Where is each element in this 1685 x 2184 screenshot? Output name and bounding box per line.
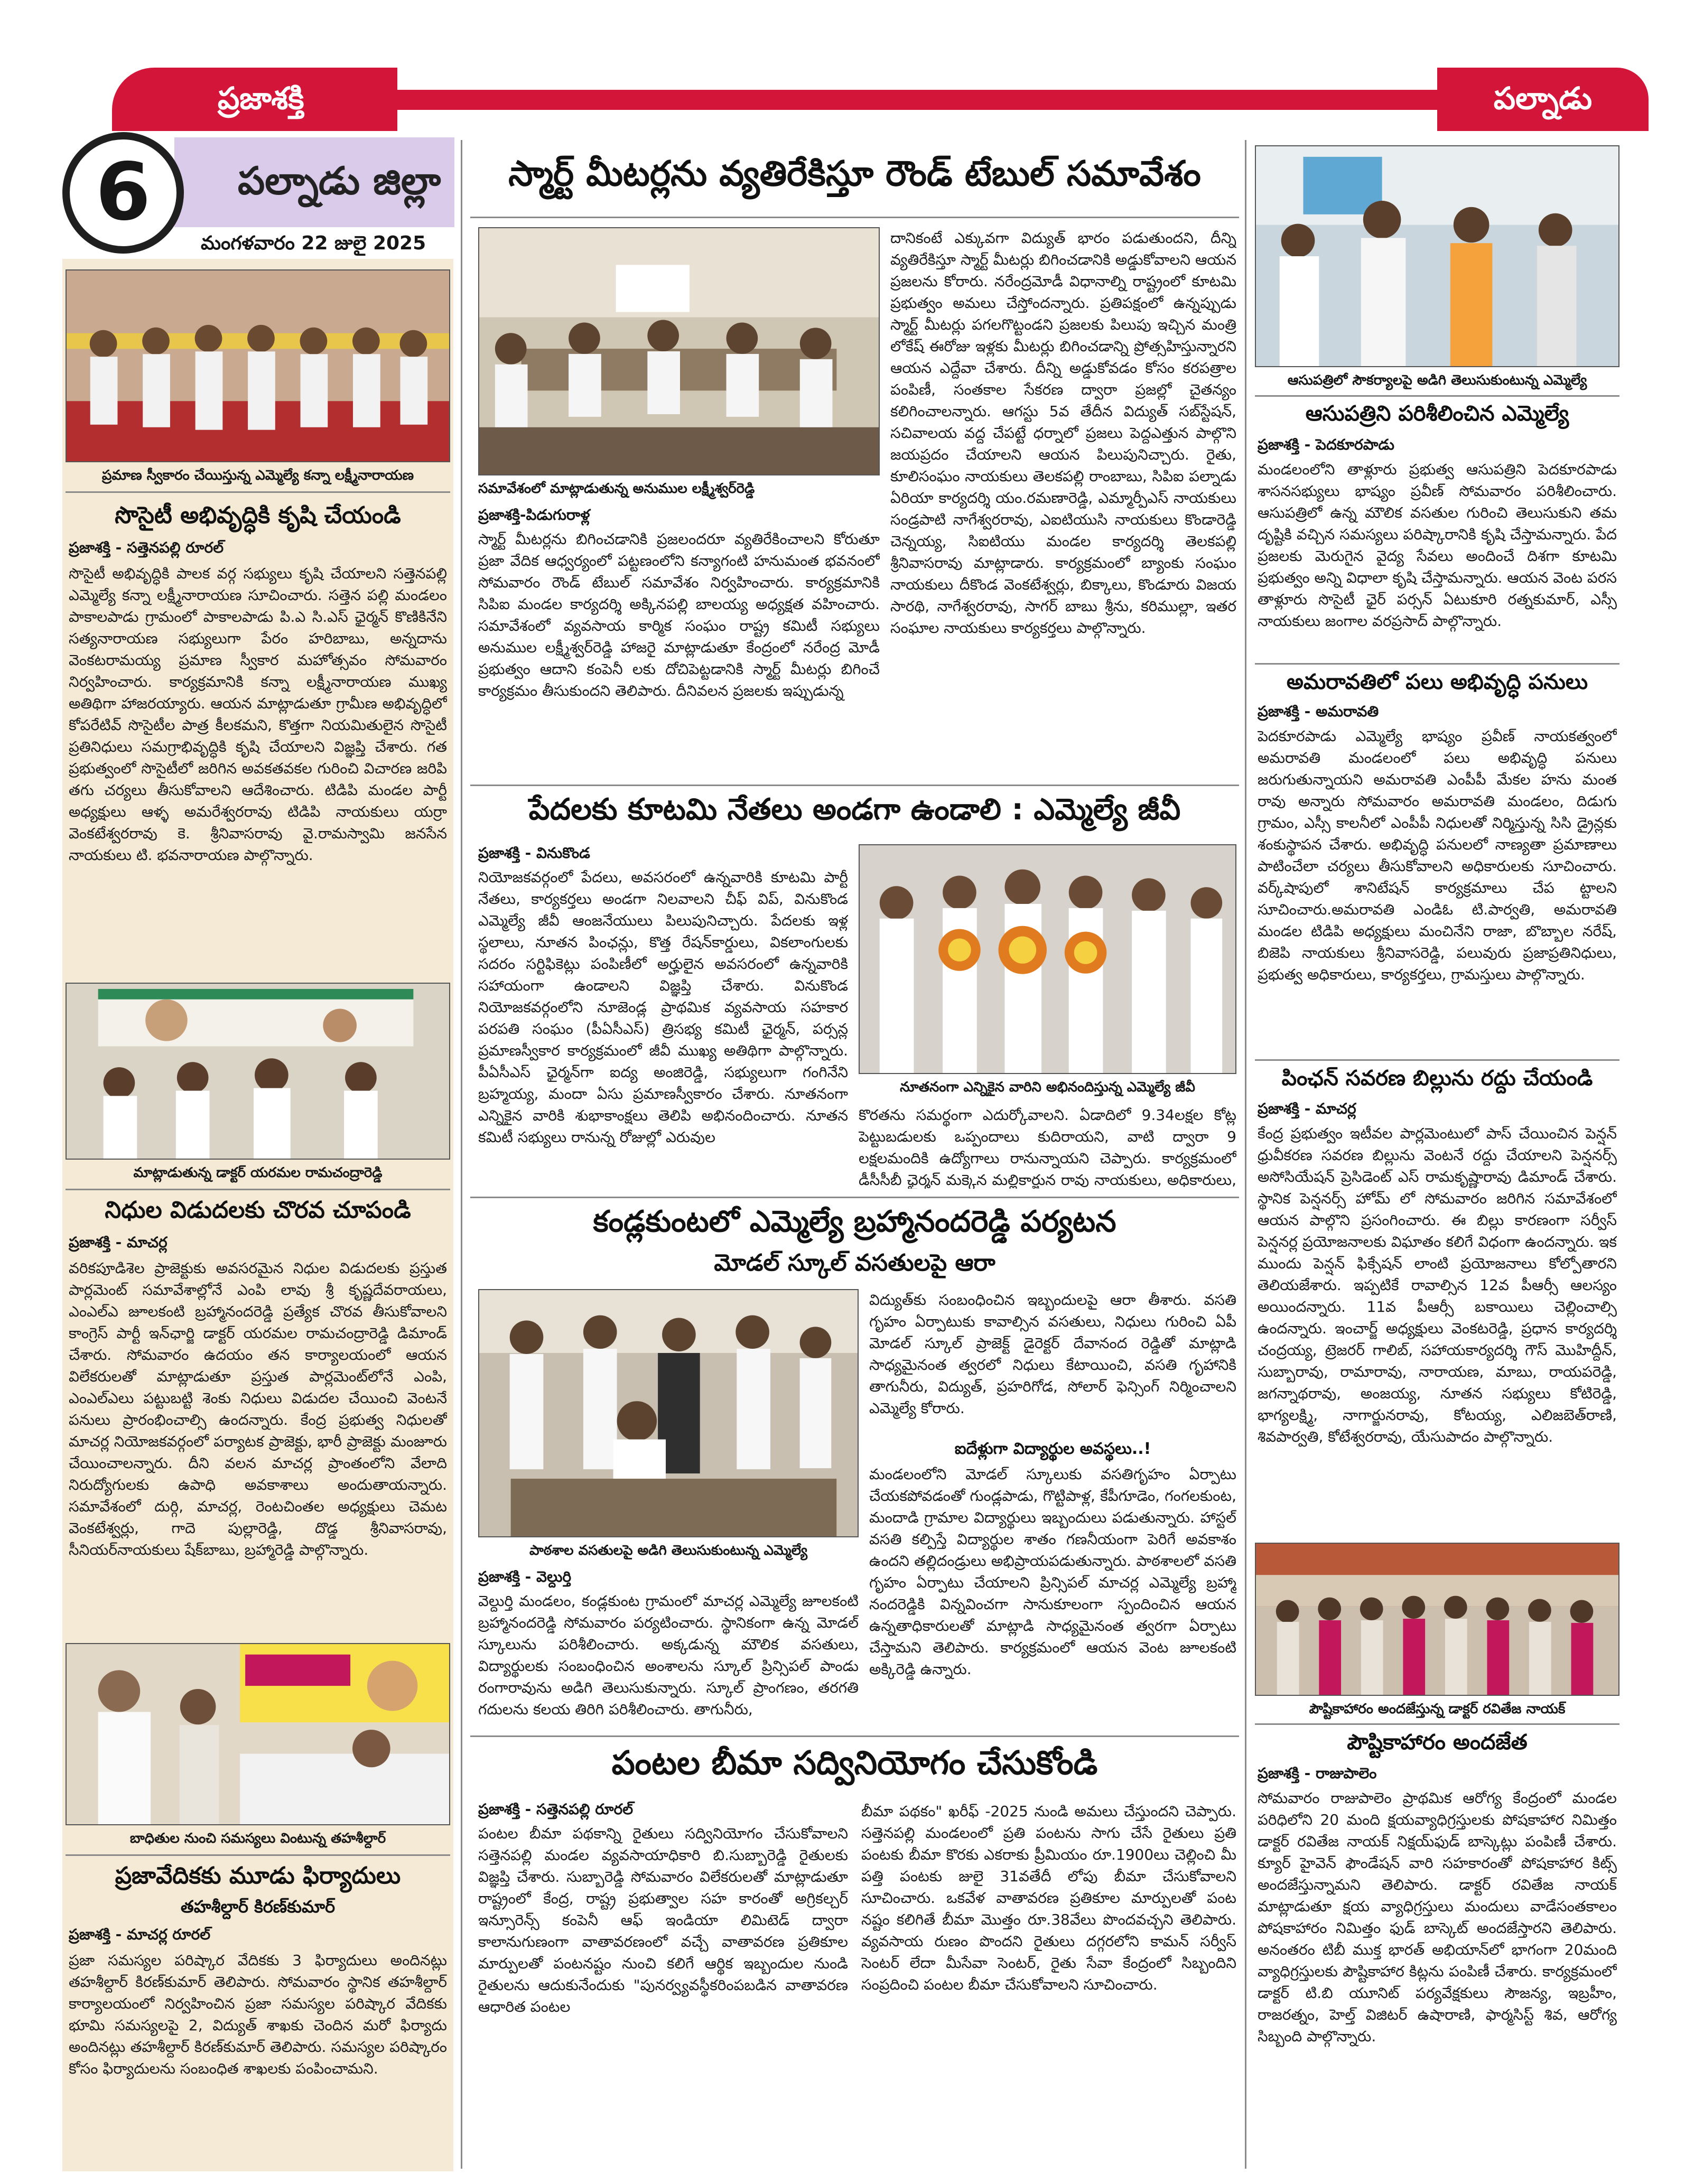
- headline: పౌష్టికాహారం అందజేత: [1347, 1730, 1528, 1754]
- headline: ఆసుపత్రిని పరిశీలించిన ఎమ్మెల్యే: [1305, 402, 1569, 426]
- headline: ప్రజావేదికకు మూడు ఫిర్యాదులు: [115, 1862, 401, 1889]
- inner-heading: ఐదేళ్లుగా విద్యార్థుల అవస్థలు..!: [954, 1440, 1151, 1458]
- photo-caption: పౌష్టికాహారం అందజేస్తున్న డాక్టర్ రవితేజ నాయక్: [1309, 1701, 1566, 1717]
- photo-hospital-visit: [1255, 145, 1619, 367]
- photo-felicitation: [859, 844, 1236, 1074]
- photo-caption: మాట్లాడుతున్న డాక్టర్ యరమల రామచంద్రారెడ్డి: [133, 1165, 383, 1181]
- headline: నిధుల విడుదలకు చొరవ చూపండి: [105, 1197, 411, 1224]
- photo-grievance: [66, 1643, 450, 1825]
- divider: [66, 1854, 450, 1856]
- headline: పేదలకు కూటమి నేతలు అండగా ఉండాలి : ఎమ్మెల్యే జీవీ: [528, 792, 1181, 827]
- article-body: వెల్దుర్తి మండలం, కండ్లకుంట గ్రామంలో మాచర్ల ఎమ్మెల్యే జూలకంటి బ్రహ్మానందరెడ్డి సోమవారం పర్యటించారు. స్థానికంగా ఉన్న మోడల్ స్కూలును పరిశీలించారు. అక్కడున్న మౌలిక వసతులు, విద్యార్థులకు సంబంధించిన అంశాలను స్కూల్ ప్రిన్సిపల్ పాండు రంగారావును అడిగి తెలుసుకున్నారు. స్కూల్ ప్రాంగణం, తరగతి గదులను కలయ తిరిగి పరిశీలించారు. తాగునీరు,: [478, 1592, 859, 1718]
- divider: [470, 1197, 1239, 1198]
- photo-school-visit: [478, 1289, 859, 1537]
- divider: [66, 1189, 450, 1190]
- article-body: బీమా పథకం" ఖరీఫ్ -2025 నుండి అమలు చేస్తుందని చెప్పారు. సత్తెనపల్లి మండలంలో ప్రతి పంటను సాగు చేసే రైతులు ప్రతి పంటకు బీమా కొరకు ఎకరాకు ప్రీమియం రూ.1900లు చెల్లించి మీ పత్తి పంటకు జులై 31వతేదీ లోపు బీమా చేసుకోవాలని సూచించారు. ఒకవేళ వాతావరణ ప్రతికూల మార్పులతో పంట నష్టం కలిగితే బీమా మొత్తం రూ.38వేలు పొందవచ్చని తెలిపారు. వ్యవసాయ రుణం పొందని రైతులు దగ్గరలోని కామన్ సర్వీస్ సెంటర్ లేదా మీసేవా సెంటర్, రైతు సేవా కేంద్రంలో సిబ్బందిని సంప్రదించి పంటల బీమా చేసుకోవాలని సూచించారు.: [861, 1803, 1236, 1993]
- page-number: 6: [62, 132, 184, 254]
- headline: పంటల బీమా సద్వినియోగం చేసుకోండి: [611, 1743, 1098, 1782]
- photo-round-table: [478, 227, 880, 475]
- article-body: వరికపూడిశెల ప్రాజెక్టుకు అవసరమైన నిధుల విడుదలకు ప్రస్తుత పార్లమెంట్ సమావేశాల్లోనే ఎంపి లావు శ్రీ కృష్ణదేవరాయలు, ఎంఎల్ఎ జూలకంటి బ్రహ్మానందరెడ్డి ప్రత్యేక చొరవ తీసుకోవాలని కాంగ్రెస్ పార్టీ ఇన్‌ఛార్జి డాక్టర్ యరమల రామచంద్రారెడ్డి డిమాండ్ చేశారు. సోమవారం ఉదయం తన కార్యాలయంలో ఆయన విలేకరులతో మాట్లాడుతూ ప్రస్తుత పార్లమెంట్‌లోనే ఎంపి, ఎంఎల్ఎలు పట్టుబట్టి శెంకు నిధులు విడుదల చేయించి వెంటనే పనులు ప్రారంభించాల్సి ఉందన్నారు. కేంద్ర ప్రభుత్వ నిధులతో మాచర్ల నియోజకవర్గంలో పర్యాటక ప్రాజెక్టు, భారీ ప్రాజెక్టు మంజూరు చేయించాలన్నారు. దీని వలన మాచర్ల ప్రాంతంలోని వేలాది నిరుద్యోగులకు ఉపాధి అవకాశాలు అందుతాయన్నారు. సమావేశంలో దుర్గి, మాచర్ల, రెంటచింతల అధ్యక్షులు చెమట వెంకటేశ్వర్లు, గాదె పుల్లారెడ్డి, దొడ్డ శ్రీనివాసరావు, సీనియర్‌నాయకులు షేక్‌బాబు, బ్రహ్మారెడ్డి పాల్గొన్నారు.: [69, 1259, 447, 1558]
- byline: ప్రజాశక్తి - సత్తెనపల్లి రూరల్: [69, 539, 224, 556]
- article-body: మండలంలోని మోడల్ స్కూలుకు వసతిగృహం ఏర్పాటు చేయకపోవడంతో గుండ్లపాడు, గొట్టిపాళ్ల, కేపీగూడెం, గంగలకుంట, మందాడి గ్రామాల విద్యార్థులు ఇబ్బందులు పడుతున్నారు. హాస్టల్ వసతి కల్పిస్తే విద్యార్థుల శాతం గణనీయంగా పెరిగే అవకాశం ఉందని తల్లిదండ్రులు అభిప్రాయపడుతున్నారు. పాఠశాలలో వసతి గృహం ఏర్పాటు చేయాలని ప్రిన్సిపల్ మాచర్ల ఎమ్మెల్యే బ్రహ్మా నందరెడ్డికి విన్నవించగా సానుకూలంగా స్పందించిన ఆయన ఉన్నతాధికారులతో మాట్లాడి సాధ్యమైనంత త్వరగా ఏర్పాటు చేస్తామని తెలిపారు. కార్యక్రమంలో ఆయన వెంట జూలకంటి అక్కిరెడ్డి ఉన్నారు.: [869, 1466, 1236, 1678]
- divider: [1255, 663, 1619, 665]
- section-title: పల్నాడు జిల్లా: [174, 137, 454, 227]
- byline: ప్రజాశక్తి-పిడుగురాళ్ల: [478, 506, 590, 524]
- headline: పింఛన్ సవరణ బిల్లును రద్దు చేయండి: [1281, 1066, 1593, 1090]
- photo-press-meet: [66, 983, 450, 1160]
- issue-date: మంగళవారం 22 జులై 2025: [201, 232, 426, 254]
- column-rule-right: [1245, 140, 1246, 2169]
- photo-caption: నూతనంగా ఎన్నికైన వారిని అభినందిస్తున్న ఎమ్మెల్యే జీవీ: [900, 1079, 1195, 1095]
- article-body: దానికంటే ఎక్కువగా విద్యుత్ భారం పడుతుందని, దీన్ని వ్యతిరేకిస్తూ స్మార్ట్ మీటర్లు బిగించడానికి అడ్డుకోవాలని ఆయన ప్రజలను కోరారు. నరేంద్రమోడీ విధానాల్ని రాష్ట్రంలో కూటమి ప్రభుత్వం అమలు చేస్తోందన్నారు. ప్రతిపక్షంలో ఉన్నప్పుడు స్మార్ట్ మీటర్లు పగలగొట్టండని ప్రజలకు పిలుపు ఇచ్చిన మంత్రి లోకేష్ ఈరోజు ఇళ్లకు మీటర్లు బిగించడాన్ని ప్రోత్సహిస్తున్నారని ఆయన ఎద్దేవా చేశారు. దీన్ని అడ్డుకోవడం కోసం కరపత్రాల పంపిణీ, సంతకాల సేకరణ ద్వారా ప్రజల్లో చైతన్యం కలిగించాలన్నారు. ఆగస్టు 5వ తేదీన విద్యుత్ సబ్‌స్టేషన్, సచివాలయ వద్ద చేపట్టే ధర్నాలో ప్రజలు పెద్దఎత్తున పాల్గొని జయప్రదం చేయాలని ఆయన పిలుపునిచ్చారు. రైతు, కూలిసంఘం నాయకులు తెలకపల్లి రాంబాబు, సిపిఐ పల్నాడు ఏరియా కార్యదర్శి యం.రమణారెడ్డి, ఎమ్మార్పీఎస్ నాయకులు సండ్రపాటి నాగేశ్వరరావు, ఎఐటియుసి నాయకులు కొండారెడ్డి చెన్నయ్య, సిఐటియు మండల కార్యదర్శి తెలకపల్లి శ్రీనివాసరావు మాట్లాడారు. కార్యక్రమంలో బ్యాంకు సంఘం నాయకులు దీకొండ వెంకటేశ్వర్లు, బిక్కాలు, కొండూరు విజయ సారథి, నాగేశ్వరరావు, సాగర్ బాబు శ్రీను, కరిముల్లా, ఇతర సంఘాల నాయకులు కార్యకర్తలు పాల్గొన్నారు.: [890, 229, 1236, 637]
- byline: ప్రజాశక్తి - రాజుపాలెం: [1258, 1765, 1377, 1782]
- divider: [1255, 1723, 1619, 1725]
- divider: [470, 217, 1239, 218]
- masthead-bar: [397, 90, 1444, 110]
- photo-caption: సమావేశంలో మాట్లాడుతున్న అనుముల లక్ష్మీశ్వర్‌రెడ్డి: [478, 481, 755, 497]
- photo-caption: ప్రమాణ స్వీకారం చేయిస్తున్న ఎమ్మెల్యే కన్నా లక్ష్మీనారాయణ: [101, 468, 414, 483]
- divider: [1255, 395, 1619, 397]
- subheadline: మోడల్ స్కూల్ వసతులపై ఆరా: [714, 1249, 995, 1276]
- article-body: పెదకూరపాడు ఎమ్మెల్యే భాష్యం ప్రవీణ్ నాయకత్వంలో అమరావతి మండలంలో పలు అభివృద్ధి పనులు జరుగుతున్నాయని అమరావతి ఎంపీపీ మేకల హను మంత రావు అన్నారు సోమవారం అమరావతి మండలం, దిడుగు గ్రామం, ఎస్సీ కాలనీలో ఎంపీపీ నిధులతో నిర్మిస్తున్న సిసి డ్రైన్లకు శంకుస్థాపన చేశారు. అభివృద్ధి పనులలో నాణ్యతా ప్రమాణాలు పాటించేలా చర్యలు తీసుకోవాలని అధికారులకు సూచించారు. వర్క్‌షాపులో శానిటేషన్ కార్యక్రమాలు చేప ట్టాలని సూచించారు.అమరావతి ఎండిఓ టి.పార్వతి, అమరావతి మండల టిడిపి అధ్యక్షులు మంచినేని రాజా, బొబ్బాల నరేష్, బిజెపి నాయకులు శ్రీనివాసరెడ్డి, పలువురు ప్రజాప్రతినిధులు, ప్రభుత్వ అధికారులు, కార్యకర్తలు, గ్రామస్తులు పాల్గొన్నారు.: [1258, 727, 1617, 983]
- masthead-region: పల్నాడు: [1437, 68, 1649, 131]
- byline: ప్రజాశక్తి - అమరావతి: [1258, 703, 1379, 720]
- headline: అమరావతిలో పలు అభివృద్ధి పనులు: [1286, 670, 1588, 694]
- divider: [1255, 1059, 1619, 1061]
- article-body: సొసైటీ అభివృద్ధికి పాలక వర్గ సభ్యులు కృషి చేయాలని సత్తెనపల్లి ఎమ్మెల్యే కన్నా లక్ష్మీనారాయణ సూచించారు. సత్తెన పల్లి మండలం పాకాలపాడు గ్రామంలో పాకాలపాడు పి.ఎ సి.ఎస్ ఛైర్మన్ కొణికినేని సత్యనారాయణ సభ్యులుగా పేరం హరిబాబు, అన్నదాను వెంకటరామయ్య ప్రమాణ స్వీకార మహోత్సవం సోమవారం నిర్వహించారు. కార్యక్రమానికి కన్నా లక్ష్మీనారాయణ ముఖ్య అతిథిగా హాజరయ్యారు. ఆయన మాట్లాడుతూ గ్రామీణ అభివృద్ధిలో కోపరేటివ్ సొసైటీల పాత్ర కీలకమని, కొత్తగా నియమితులైన సొసైటీ ప్రతినిధులు సమగ్రాభివృద్ధికి కృషి చేయాలని విజ్ఞప్తి చేశారు. గత ప్రభుత్వంలో సొసైటీలో జరిగిన అవకతవకల గురించి విచారణ జరిపి తగు చర్యలు తీసుకోవాలని ఆదేశించారు. టిడిపి మండల పార్టీ అధ్యక్షులు ఆళ్ళ అమరేశ్వరరావు టిడిపి నాయకులు యర్రా వెంకటేశ్వరరావు కె. శ్రీనివాసరావు వై.రామస్వామి జనసేన నాయకులు టి. భవనారాయణ పాల్గొన్నారు.: [69, 565, 447, 864]
- byline: ప్రజాశక్తి - మాచర్ల: [69, 1234, 167, 1251]
- byline: ప్రజాశక్తి - వెల్దుర్తి: [478, 1568, 572, 1585]
- divider: [470, 785, 1239, 786]
- masthead-brand: ప్రజాశక్తి: [112, 68, 397, 131]
- photo-nutrition-kits: [1255, 1543, 1619, 1696]
- divider: [470, 1735, 1239, 1737]
- article-body: నియోజకవర్గంలో పేదలు, అవసరంలో ఉన్నవారికి కూటమి పార్టీ నేతలు, కార్యకర్తలు అండగా నిలవాలని చీఫ్ విప్, వినుకొండ ఎమ్మెల్యే జీవీ ఆంజనేయులు పిలుపునిచ్చారు. పేదలకు ఇళ్ల స్థలాలు, నూతన పింఛన్లు, కొత్త రేషన్‌కార్డులు, వికలాంగులకు సదరం సర్టిఫికెట్లు పంపిణీలో అర్హులైన అవసరంలో ఉన్నవారికి సహాయంగా ఉండాలని విజ్ఞప్తి చేశారు. వినుకొండ నియోజకవర్గంలోని నూజెండ్ల ప్రాథమిక వ్యవసాయ సహకార పరపతి సంఘం (పీఏసీఎస్) త్రిసభ్య కమిటీ ఛైర్మన్, పర్సన్ల ప్రమాణస్వీకార కార్యక్రమంలో జీవీ ముఖ్య అతిథిగా పాల్గొన్నారు. పీఏసీఎస్ ఛైర్మన్‌గా ఐద్య అంజిరెడ్డి, సభ్యులుగా గంగినేని బ్రహ్మయ్య, మందా ఏసు ప్రమాణస్వీకారం చేశారు. నూతనంగా ఎన్నికైన వారికి శుభాకాంక్షలు తెలిపి అభినందించారు. నూతన కమిటీ సభ్యులు రానున్న రోజుల్లో ఎరువుల: [478, 869, 848, 1146]
- photo-caption: పాఠశాల వసతులపై అడిగి తెలుసుకుంటున్న ఎమ్మెల్యే: [529, 1543, 808, 1558]
- article-body: మండలంలోని తాళ్లూరు ప్రభుత్వ ఆసుపత్రిని పెదకూరపాడు శాసనసభ్యులు భాష్యం ప్రవీణ్ సోమవారం పరిశీలించారు. ఆసుపత్రిలో ఉన్న మౌలిక వసతుల గురించి తెలుసుకుని తమ దృష్టికి వచ్చిన సమస్యలు పరిష్కారానికి కృషి చేస్తామన్నారు. పేద ప్రజలకు మెరుగైన వైద్య సేవలు అందించే దిశగా కూటమి ప్రభుత్వం అన్ని విధాలా కృషి చేస్తామన్నారు. ఆయన వెంట పరస తాళ్లూరు సొసైటీ ఛైర్ పర్సన్ ఏటుకూరి రత్నకుమార్, ఎస్సీ నాయకులు జంగాల వరప్రసాద్ పాల్గొన్నారు.: [1258, 461, 1617, 630]
- byline: ప్రజాశక్తి - మాచర్ల రూరల్: [69, 1926, 211, 1943]
- byline: ప్రజాశక్తి - సత్తెనపల్లి రూరల్: [478, 1800, 634, 1818]
- byline: ప్రజాశక్తి - పెదకూరపాడు: [1258, 436, 1394, 453]
- article-body: స్మార్ట్ మీటర్లను బిగించడానికి ప్రజలందరూ వ్యతిరేకించాలని కోరుతూ ప్రజా వేదిక ఆధ్వర్యంలో పట్టణంలోని కన్యాగంటి హనుమంత భవనంలో సోమవారం రౌండ్ టేబుల్ సమావేశం నిర్వహించారు. కార్యక్రమానికి సిపిఐ మండల కార్యదర్శి అక్కినపల్లి బాలయ్య అధ్యక్షత వహించారు. సమావేశంలో వ్యవసాయ కార్మిక సంఘం రాష్ట్ర కమిటీ సభ్యులు అనుముల లక్ష్మీశ్వర్‌రెడ్డి హాజరై మాట్లాడుతూ కేంద్రంలో నరేంద్ర మోడీ ప్రభుత్వం ఆదాని కంపెనీ లకు దోచిపెట్టడానికి స్మార్ట్ మీటర్లు బిగించే కార్యక్రమం తీసుకుందని తెలిపారు. దీనివలన ప్రజలకు ఇప్పుడున్న: [478, 530, 880, 699]
- photo-caption: బాధితుల నుంచి సమస్యలు వింటున్న తహశీల్దార్: [129, 1831, 386, 1846]
- article-body: కేంద్ర ప్రభుత్వం ఇటీవల పార్లమెంటులో పాస్ చేయించిన పెన్షన్ ధ్రువీకరణ సవరణ బిల్లును వెంటనే రద్దు చేయాలని పెన్షనర్స్ అసోసియేషన్ ప్రెసిడెంట్ ఎస్ రామకృష్ణారావు డిమాండ్ చేశారు. స్థానిక పెన్షనర్స్ హోమ్ లో సోమవారం జరిగిన సమావేశంలో ఆయన పాల్గొని ప్రసంగించారు. ఈ బిల్లు కారణంగా సర్వీస్ పెన్షనర్ల ప్రయోజనాలకు విఘాతం కలిగే విధంగా ఉందన్నారు. ఇక ముందు పెన్షన్ ఫిక్సేషన్ లాంటి ప్రయోజనాలు కోల్పోతారని తెలియజేశారు. ఇప్పటికే రావాల్సిన 12వ పీఆర్సీ ఆలస్యం అయిందన్నారు. 11వ పీఆర్సీ బకాయిలు చెల్లించాల్సి ఉందన్నారు. ఇంచార్జ్ అధ్యక్షులు వెంకటరెడ్డి, ప్రధాన కార్యదర్శి చంద్రయ్య, ట్రెజరర్ గాలిబ్, సహాయకార్యదర్శి గౌస్ మొహిద్దీన్, సుబ్బారావు, రామారావు, నారాయణ, మాబు, రాయపరెడ్డి, జగన్నాథరావు, అంజయ్య, నూతన సభ్యులు కోటిరెడ్డి, భాగ్యలక్ష్మి, నాగార్జునరావు, కోటయ్య, ఎలిజబెత్‌రాణి, శివపార్వతి, కోటేశ్వరరావు, యేసుపాదం పాల్గొన్నారు.: [1258, 1125, 1617, 1445]
- photo-caption: ఆసుపత్రిలో సౌకర్యాలపై అడిగి తెలుసుకుంటున్న ఎమ్మెల్యే: [1287, 372, 1587, 388]
- article-body: సోమవారం రాజుపాలెం ప్రాథమిక ఆరోగ్య కేంద్రంలో మండల పరిధిలోని 20 మంది క్షయవ్యాధిగ్రస్తులకు పోషకాహార నిమిత్తం డాక్టర్ రవితేజ నాయక్ నిక్షయ్‌ఫుడ్ బాస్కెట్లు పంపిణీ చేశారు. క్యూర్ హైవెన్ ఫౌండేషన్ వారి సహకారంతో పోషకాహార కిట్స్ అందజేస్తున్నామని తెలిపారు. డాక్టర్ రవితేజ నాయక్ మాట్లాడుతూ క్షయ వ్యాధిగ్రస్తులు మందులు వాడేసంతకాలం పోషకాహారం నిమిత్తం ఫుడ్ బాస్కెట్ అందజేస్తారని తెలిపారు. అనంతరం టిబీ ముక్త భారత్ అభియాన్‌లో భాగంగా 20మంది వ్యాధిగ్రస్తులకు పౌష్టికాహార కిట్లను పంపిణీ చేశారు. కార్యక్రమంలో డాక్టర్ టి.బి యూనిట్ పర్యవేక్షకులు సౌజన్య, ఇబ్రహీం, రాజరత్నం, హెల్త్ విజిటర్ ఉషారాణి, ఫార్మసిస్ట్ శివ, ఆరోగ్య సిబ్బంది పాల్గొన్నారు.: [1258, 1789, 1617, 2045]
- article-body: పంటల బీమా పథకాన్ని రైతులు సద్వినియోగం చేసుకోవాలని సత్తెనపల్లి మండల వ్యవసాయాధికారి బి.సుబ్బారెడ్డి రైతులకు విజ్ఞప్తి చేశారు. సుబ్బారెడ్డి సోమవారం విలేకరులతో మాట్లాడుతూ రాష్ట్రంలో కేంద్ర, రాష్ట్ర ప్రభుత్వాల సహ కారంతో అగ్రికల్చర్ ఇన్సూరెన్స్ కంపెనీ ఆఫ్ ఇండియా లిమిటెడ్ ద్వారా కాలానుగుణంగా వాతావరణంలో వచ్చే వాతావరణ ప్రతికూల మార్పులతో పంటనష్టం నుంచి కలిగే ఆర్థిక ఇబ్బందుల నుండి రైతులను ఆదుకునేందుకు "పునర్వ్యవస్థీకరింపబడిన వాతావరణ ఆధారిత పంటల: [478, 1825, 848, 2015]
- headline: స్మార్ట్ మీటర్లను వ్యతిరేకిస్తూ రౌండ్ టేబుల్ సమావేశం: [508, 153, 1201, 194]
- article-body: కొరతను సమర్థంగా ఎదుర్కోవాలని. ఏడాదిలో 9.34లక్షల కోట్ల పెట్టుబడులకు ఒప్పందాలు కుదిరాయని, వాటి ద్వారా 9 లక్షలమందికి ఉద్యోగాలు రానున్నాయని చెప్పారు. కార్యక్రమంలో డీసీసీబీ ఛైర్మన్ మక్కెన మల్లికార్జున రావు నాయకులు, అధికారులు,: [859, 1106, 1236, 1189]
- article-body: విద్యుత్‌కు సంబంధించిన ఇబ్బందులపై ఆరా తీశారు. వసతి గృహం ఏర్పాటుకు కావాల్సిన వసతులు, నిధులు గురించి ఏపీ మోడల్ స్కూల్ ప్రాజెక్ట్ డైరెక్టర్ దేవానంద రెడ్డితో మాట్లాడి సాధ్యమైనంత త్వరలో నిధులు కేటాయించి, వసతి గృహానికి తాగునీరు, విద్యుత్, ప్రహరిగోడ, సోలార్ ఫెన్సింగ్ నిర్మించాలని ఎమ్మెల్యే కోరారు.: [869, 1291, 1236, 1417]
- byline: ప్రజాశక్తి - వినుకొండ: [478, 844, 590, 862]
- headline: కండ్లకుంటలో ఎమ్మెల్యే బ్రహ్మానందరెడ్డి పర్యటన: [593, 1205, 1116, 1239]
- photo-oath-ceremony: [66, 269, 450, 462]
- byline: ప్రజాశక్తి - మాచర్ల: [1258, 1100, 1356, 1117]
- subheadline: తహశీల్దార్ కిరణ్‌కుమార్: [180, 1897, 336, 1917]
- column-rule-left: [461, 140, 462, 2169]
- headline: సొసైటీ అభివృద్ధికి కృషి చేయండి: [115, 502, 401, 529]
- divider: [66, 491, 450, 493]
- article-body: ప్రజా సమస్యల పరిష్కార వేదికకు 3 ఫిర్యాదులు అందినట్లు తహశీల్దార్ కిరణ్‌కుమార్ తెలిపారు. సోమవారం స్థానిక తహశీల్దార్ కార్యాలయంలో నిర్వహించిన ప్రజా సమస్యల పరిష్కార వేదికకు భూమి సమస్యలపై 2, విద్యుత్ శాఖకు చెందిన మరో ఫిర్యాదు అందినట్లు తహశీల్దార్ కిరణ్‌కుమార్ తెలిపారు. సమస్యల పరిష్కారం కోసం ఫిర్యాదులను సంబంధిత శాఖలకు పంపించామని.: [69, 1952, 447, 2077]
